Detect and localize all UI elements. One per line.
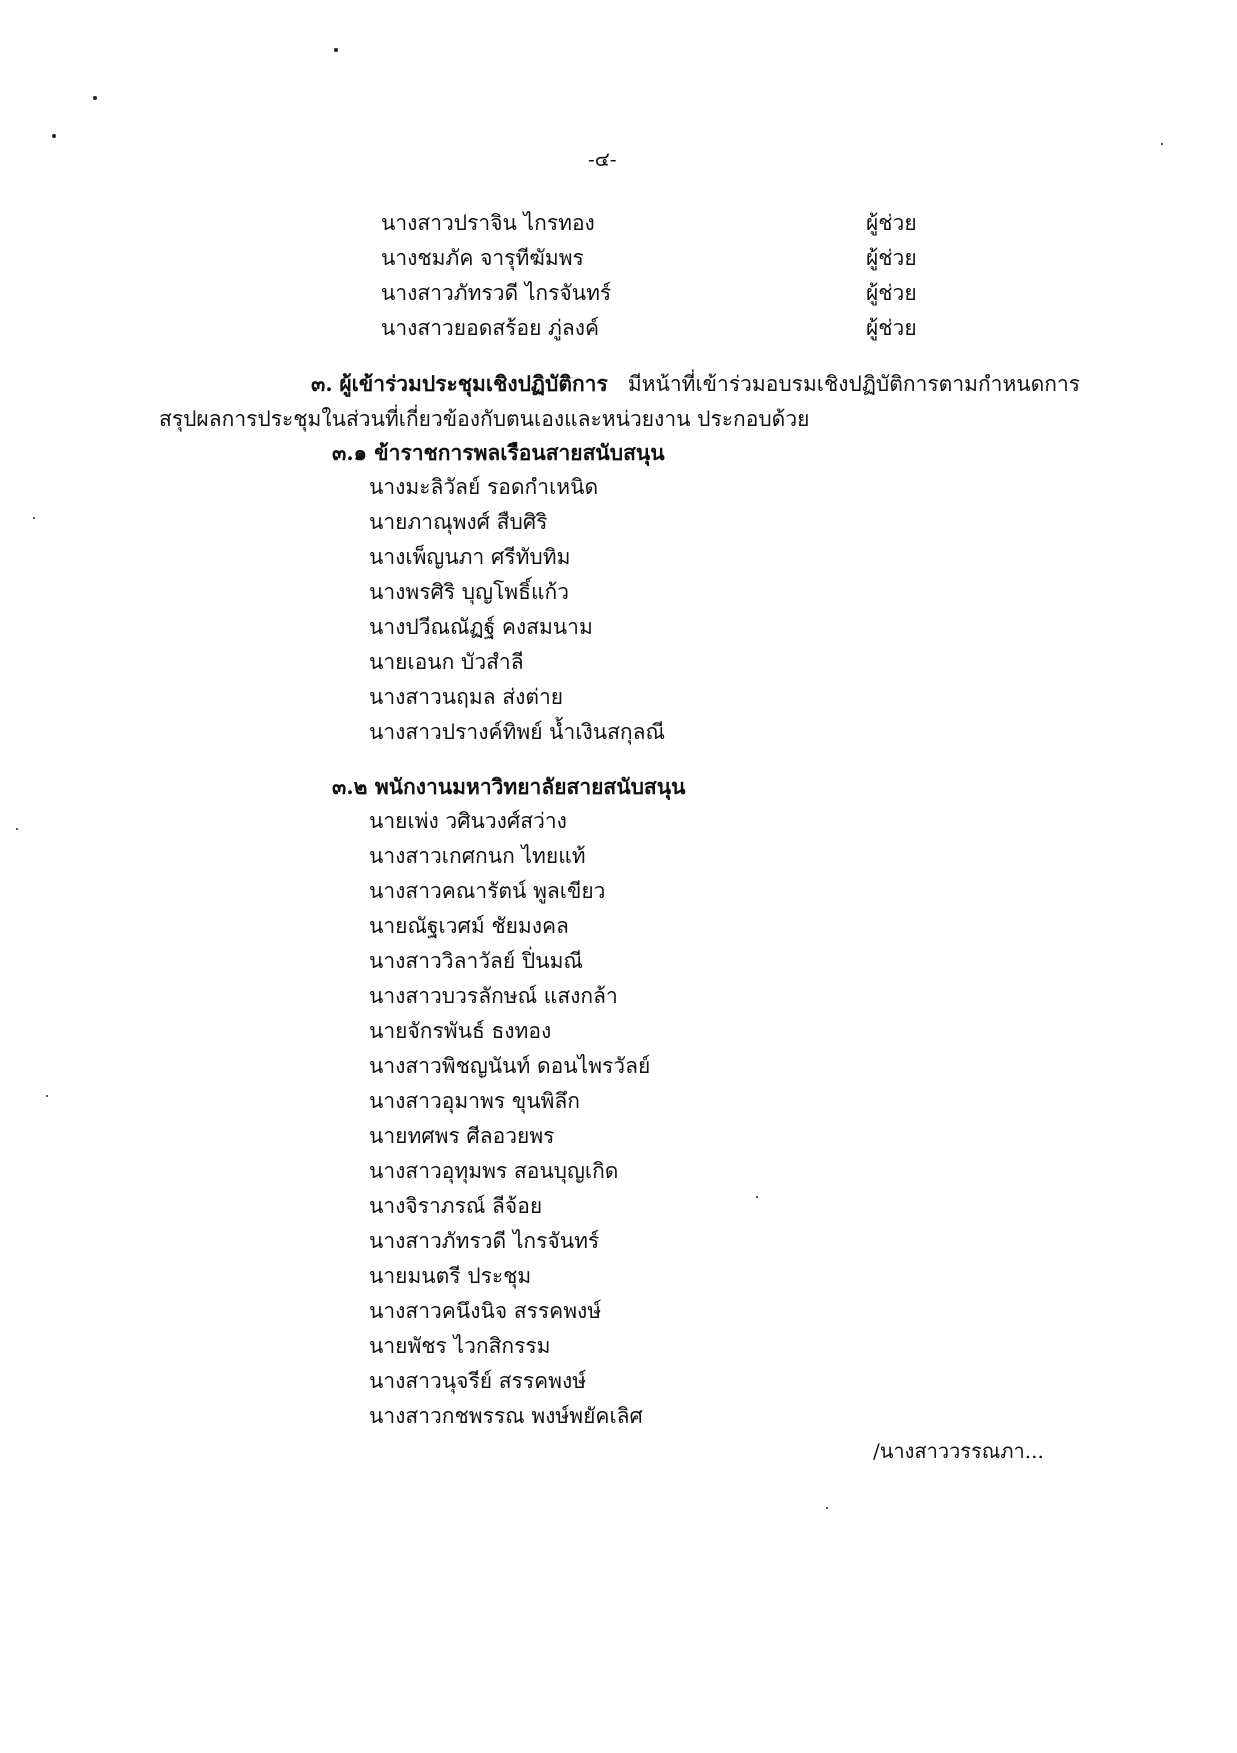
list-item: นางปวีณณัฏฐ์ คงสมนาม: [369, 615, 593, 639]
list-item: นายเพ่ง วศินวงศ์สว่าง: [369, 809, 567, 833]
scan-speck: [52, 134, 56, 138]
subsection-heading: ๓.๑ ข้าราชการพลเรือนสายสนับสนุน: [332, 440, 665, 465]
scan-speck: [756, 1196, 758, 1198]
list-item: นายมนตรี ประชุม: [369, 1264, 532, 1288]
helper-role: ผู้ช่วย: [866, 211, 917, 235]
section-description: มีหน้าที่เข้าร่วมอบรมเชิงปฏิบัติการตามกำหนดการ: [627, 372, 1081, 396]
subsection-heading: ๓.๒ พนักงานมหาวิทยาลัยสายสนับสนุน: [332, 774, 686, 799]
list-item: นางสาวภัทรวดี ไกรจันทร์: [369, 1229, 600, 1253]
list-item: นางสาวเกศกนก ไทยแท้: [369, 844, 586, 868]
list-item: นางเพ็ญนภา ศรีทับทิม: [369, 545, 571, 569]
list-item: นายภาณุพงศ์ สืบศิริ: [369, 510, 548, 534]
page-number: -๔-: [588, 147, 617, 171]
list-item: นายณัฐเวศม์ ชัยมงคล: [369, 914, 569, 938]
section-description-continued: สรุปผลการประชุมในส่วนที่เกี่ยวข้องกับตนเองและหน่วยงาน ประกอบด้วย: [159, 407, 810, 431]
scan-speck: [46, 1095, 48, 1097]
list-item: นายทศพร ศีลอวยพร: [369, 1124, 555, 1148]
continuation-note: /นางสาววรรณภา...: [873, 1439, 1044, 1463]
list-item: นางสาวกชพรรณ พงษ์พยัคเลิศ: [369, 1404, 643, 1428]
scan-speck: [826, 1507, 828, 1509]
list-item: นางสาวอุมาพร ขุนพิลึก: [369, 1089, 580, 1113]
list-item: นางสาวปรางค์ทิพย์ น้ำเงินสกุลณี: [369, 720, 665, 744]
section-title: ผู้เข้าร่วมประชุมเชิงปฏิบัติการ: [339, 371, 608, 396]
section-number: ๓.: [311, 371, 333, 396]
list-item: นางสาวคณารัตน์ พูลเขียว: [369, 879, 606, 903]
list-item: นางสาวนุจรีย์ สรรคพงษ์: [369, 1369, 587, 1393]
list-item: นางสาวพิชญนันท์ ดอนไพรวัลย์: [369, 1054, 651, 1078]
list-item: นางจิราภรณ์ ลีจ้อย: [369, 1194, 543, 1218]
list-item: นายเอนก บัวสำลี: [369, 650, 524, 674]
list-item: นางสาววิลาวัลย์ ปิ่นมณี: [369, 949, 583, 973]
list-item: นางสาวอุทุมพร สอนบุญเกิด: [369, 1159, 619, 1183]
helper-name: นางสาวยอดสร้อย ภู่ลงค์: [381, 316, 600, 340]
helper-name: นางชมภัค จารุทีฆัมพร: [381, 246, 584, 270]
scan-speck: [1161, 143, 1163, 145]
scan-speck: [334, 48, 338, 52]
list-item: นางพรศิริ บุญโพธิ์แก้ว: [369, 580, 570, 604]
scan-speck: [93, 96, 97, 100]
scan-speck: [16, 828, 18, 830]
list-item: นางสาวนฤมล ส่งต่าย: [369, 685, 564, 709]
helper-role: ผู้ช่วย: [866, 281, 917, 305]
section-heading: [311, 369, 1080, 399]
helper-name: นางสาวภัทรวดี ไกรจันทร์: [381, 281, 612, 305]
list-item: นางมะลิวัลย์ รอดกำเหนิด: [369, 475, 599, 499]
scan-speck: [33, 517, 35, 519]
helper-role: ผู้ช่วย: [866, 246, 917, 270]
list-item: นายจักรพันธ์ ธงทอง: [369, 1019, 552, 1043]
helper-role: ผู้ช่วย: [866, 316, 917, 340]
list-item: นางสาวคนึงนิจ สรรคพงษ์: [369, 1299, 602, 1323]
list-item: นางสาวบวรลักษณ์ แสงกล้า: [369, 984, 618, 1008]
list-item: นายพัชร ไวกสิกรรม: [369, 1334, 551, 1358]
helper-name: นางสาวปราจิน ไกรทอง: [381, 211, 595, 235]
